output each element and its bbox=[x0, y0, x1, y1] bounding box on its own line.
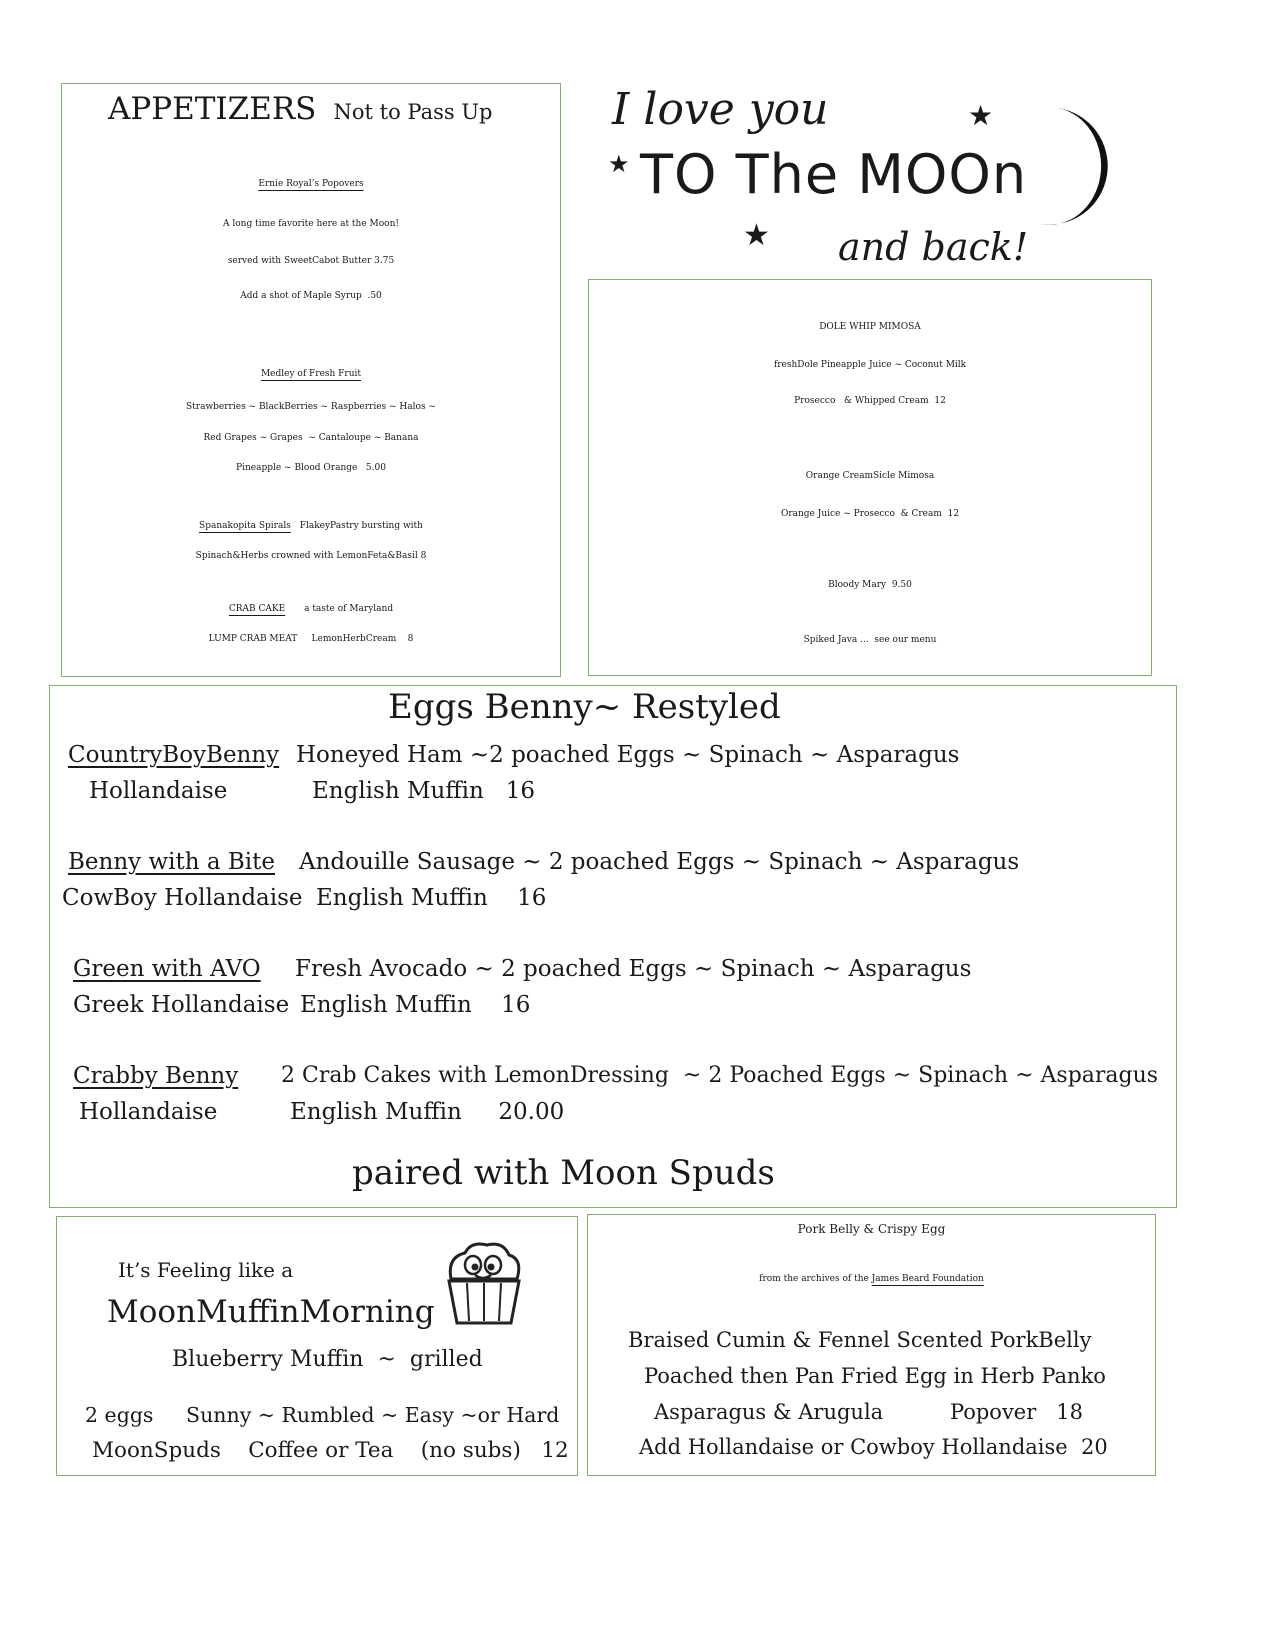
logo-line-1: I love you bbox=[612, 84, 829, 135]
appetizers-subtitle: Not to Pass Up bbox=[333, 100, 493, 124]
fruit-name: Medley of Fresh Fruit bbox=[260, 369, 362, 379]
fruit-desc-1: Strawberries ~ BlackBerries ~ Raspberries ~ Halos ~ bbox=[186, 402, 436, 412]
benny-name-2: Benny with a Bite bbox=[68, 849, 275, 875]
muffin-desc-1: Blueberry Muffin ~ grilled bbox=[172, 1347, 483, 1372]
appetizers-box bbox=[61, 83, 561, 677]
spanakopita-desc-1: FlakeyPastry bursting with bbox=[299, 521, 423, 531]
moon-logo bbox=[600, 78, 1145, 273]
benny-sauce-1: Hollandaise bbox=[89, 778, 228, 804]
bloody-mary: Bloody Mary 9.50 bbox=[828, 580, 912, 590]
spanakopita-desc-2: Spinach&Herbs crowned with LemonFeta&Basil 8 bbox=[195, 551, 427, 561]
pork-title: Pork Belly & Crispy Egg bbox=[797, 1222, 946, 1236]
crescent-moon-icon bbox=[1028, 100, 1138, 230]
benny-desc-3: Fresh Avocado ~ 2 poached Eggs ~ Spinach ~ Asparagus bbox=[295, 956, 972, 982]
star-icon: ★ bbox=[608, 150, 630, 178]
crab-name: CRAB CAKE bbox=[228, 604, 286, 614]
orange-desc-1: Orange Juice ~ Prosecco & Cream 12 bbox=[780, 509, 960, 519]
benny-footer: paired with Moon Spuds bbox=[352, 1153, 775, 1193]
spanakopita-name: Spanakopita Spirals bbox=[199, 521, 291, 531]
pork-subtitle-prefix: from the archives of the bbox=[759, 1274, 869, 1284]
benny-desc-4: 2 Crab Cakes with LemonDressing ~ 2 Poached Eggs ~ Spinach ~ Asparagus bbox=[281, 1063, 1159, 1088]
pork-subtitle bbox=[588, 1275, 1155, 1284]
popovers-desc-1: A long time favorite here at the Moon! bbox=[223, 219, 399, 229]
logo-line-3: and back! bbox=[838, 225, 1029, 269]
benny-muffin-4: English Muffin 20.00 bbox=[290, 1099, 565, 1125]
muffin-desc-3: MoonSpuds Coffee or Tea (no subs) 12 bbox=[92, 1438, 569, 1463]
pork-desc-3: Asparagus & Arugula Popover 18 bbox=[654, 1400, 1084, 1424]
benny-sauce-3: Greek Hollandaise bbox=[73, 992, 290, 1018]
popovers-desc-3: Add a shot of Maple Syrup .50 bbox=[240, 291, 382, 301]
logo-line-2: TO The MOOn bbox=[640, 143, 1028, 206]
benny-desc-1: Honeyed Ham ~2 poached Eggs ~ Spinach ~ Asparagus bbox=[296, 742, 960, 768]
star-icon: ★ bbox=[743, 218, 770, 253]
benny-muffin-2: English Muffin 16 bbox=[316, 885, 547, 911]
popovers-name: Ernie Royal’s Popovers bbox=[258, 179, 364, 189]
pork-desc-4: Add Hollandaise or Cowboy Hollandaise 20 bbox=[639, 1435, 1108, 1459]
muffin-box bbox=[56, 1216, 578, 1476]
benny-muffin-1: English Muffin 16 bbox=[312, 778, 536, 804]
pork-desc-2: Poached then Pan Fried Egg in Herb Panko bbox=[644, 1364, 1106, 1388]
drinks-box bbox=[588, 279, 1152, 676]
appetizers-heading bbox=[108, 91, 493, 127]
benny-name-4: Crabby Benny bbox=[73, 1063, 239, 1089]
fruit-desc-3: Pineapple ~ Blood Orange 5.00 bbox=[236, 463, 386, 473]
orange-title: Orange CreamSicle Mimosa bbox=[805, 471, 935, 481]
benny-name-3: Green with AVO bbox=[73, 956, 261, 982]
eggs-benny-box bbox=[49, 685, 1177, 1208]
benny-desc-2: Andouille Sausage ~ 2 poached Eggs ~ Spinach ~ Asparagus bbox=[299, 849, 1020, 875]
popovers-desc-2: served with SweetCabot Butter 3.75 bbox=[227, 256, 395, 266]
star-icon: ★ bbox=[968, 99, 994, 132]
cupcake-icon bbox=[441, 1239, 527, 1327]
dole-desc-2: Prosecco & Whipped Cream 12 bbox=[794, 396, 946, 406]
crab-desc-1: a taste of Maryland bbox=[304, 604, 394, 614]
dole-desc-1: freshDole Pineapple Juice ~ Coconut Milk bbox=[773, 360, 967, 370]
benny-sauce-2: CowBoy Hollandaise bbox=[62, 885, 303, 911]
benny-sauce-4: Hollandaise bbox=[79, 1099, 218, 1125]
appetizers-title: APPETIZERS bbox=[108, 91, 317, 127]
pork-desc-1: Braised Cumin & Fennel Scented PorkBelly bbox=[628, 1328, 1092, 1352]
muffin-title: MoonMuffinMorning bbox=[107, 1294, 435, 1330]
james-beard-link: James Beard Foundation bbox=[871, 1274, 984, 1284]
benny-muffin-3: English Muffin 16 bbox=[300, 992, 531, 1018]
muffin-intro: It’s Feeling like a bbox=[118, 1258, 294, 1282]
muffin-desc-2: 2 eggs Sunny ~ Rumbled ~ Easy ~or Hard bbox=[85, 1403, 560, 1427]
spanakopita-line-1 bbox=[62, 522, 560, 531]
benny-title: Eggs Benny~ Restyled bbox=[388, 687, 781, 727]
dole-title: DOLE WHIP MIMOSA bbox=[819, 322, 921, 332]
fruit-desc-2: Red Grapes ~ Grapes ~ Cantaloupe ~ Banana bbox=[203, 433, 419, 443]
crab-line-1 bbox=[62, 605, 560, 614]
pork-belly-box bbox=[587, 1214, 1156, 1476]
crab-desc-2: LUMP CRAB MEAT LemonHerbCream 8 bbox=[208, 634, 414, 644]
benny-name-1: CountryBoyBenny bbox=[68, 742, 280, 768]
spiked-java: Spiked Java ... see our menu bbox=[803, 635, 937, 645]
